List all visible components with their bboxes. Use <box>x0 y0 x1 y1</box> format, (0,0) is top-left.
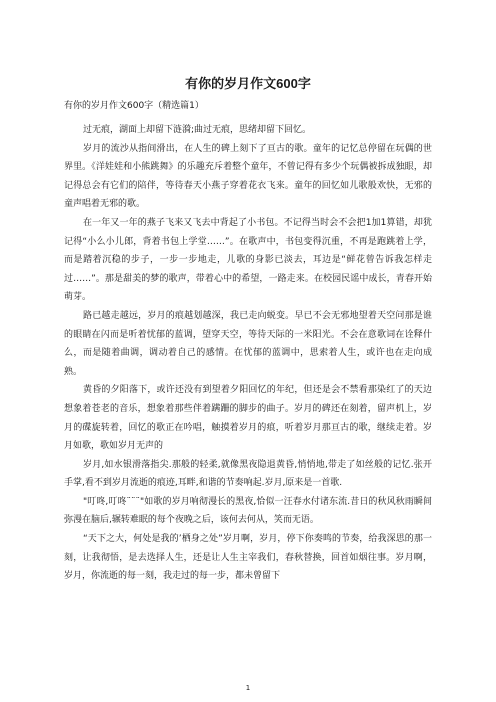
page-number: 1 <box>245 684 251 692</box>
document-body <box>64 121 432 586</box>
document-title: 有你的岁月作文600字 <box>185 76 311 91</box>
paragraph: 黄昏的夕阳落下，或许还没有到望着夕阳回忆的年纪，但还是会不禁看那染红了的天边想象着苍老的音乐，想象着那些伴着蹒跚的脚步的曲子。岁月的碑还在刻着，留声机上，岁月的碟旋转着，回忆的歌正在吟唱，触摸着岁月的痕，听着岁月那亘古的歌，继续走着。岁月如歌，歌如岁月无声的 <box>64 385 432 452</box>
paragraph: 过无痕，湖面上却留下涟漪;曲过无痕，思绪却留下回忆。 <box>83 125 312 135</box>
document-subtitle: 有你的岁月作文600字（精选篇1） <box>64 101 204 111</box>
paragraph: 在一年又一年的燕子飞来又飞去中背起了小书包。不记得当时会不会把1加1算错，却犹记得“小么小儿郎，背着书包上学堂……”。在歌声中，书包变得沉重，不再是跑跳着上学，而是踏着沉稳的步子，一步一步地走，儿歌的身影已淡去，耳边是“鲜花曾告诉我怎样走过……”。那是甜美的梦的歌声，带着心中的希望，一路走来。在校园民谣中成长，青春开始萌芽。 <box>64 217 432 303</box>
paragraph: 岁月的流沙从指间滑出，在人生的碑上刻下了亘古的歌。童年的记忆总停留在玩偶的世界里。《洋娃娃和小熊跳舞》的乐趣充斥着整个童年，不曾记得有多少个玩偶被拆成独眼，却记得总会有它们的陪伴，等待春天小燕子穿着花衣飞来。童年的回忆如儿歌般欢快，无邪的童声唱着无邪的歌。 <box>64 143 432 210</box>
paragraph: 路已越走越远，岁月的痕越划越深，我已走向蜕变。早已不会无邪地望着天空问那是谁的眼睛在闪而是听着忧郁的蓝调，望穿天空，等待天际的一米阳光。不会在意歌词在诠释什么，而是随着曲调，调动着自己的感情。在忧郁的蓝调中，思索着人生，或许也在走向成熟。 <box>64 310 432 377</box>
paragraph: 岁月,如水银滑落指尖.那般的轻柔,就像黑夜隐退黄昏,悄悄地,带走了如丝般的记忆.张开手掌,看不到岁月流逝的痕迹,耳畔,和谐的节奏响起.岁月,原来是一首歌. <box>64 459 432 489</box>
paragraph: “天下之大，何处是我的’栖身之处”岁月啊，岁月，停下你奏鸣的节奏，给我深思的那一刻，让我彻悟，是去选择人生，还是让人生主宰我们，春秋替换，回首如烟往事。岁月啊，岁月，你流逝的每一刻，我走过的每一步，都未曾留下 <box>64 534 432 582</box>
paragraph: "叮咚,叮咚¨¨¨"如歌的岁月响彻漫长的黑夜,恰似一汪春水付诸东流.昔日的秋风秋雨瞬间弥漫在脑后,辗转难眠的每个夜晚之后，该何去何从，笑而无语。 <box>64 496 432 526</box>
